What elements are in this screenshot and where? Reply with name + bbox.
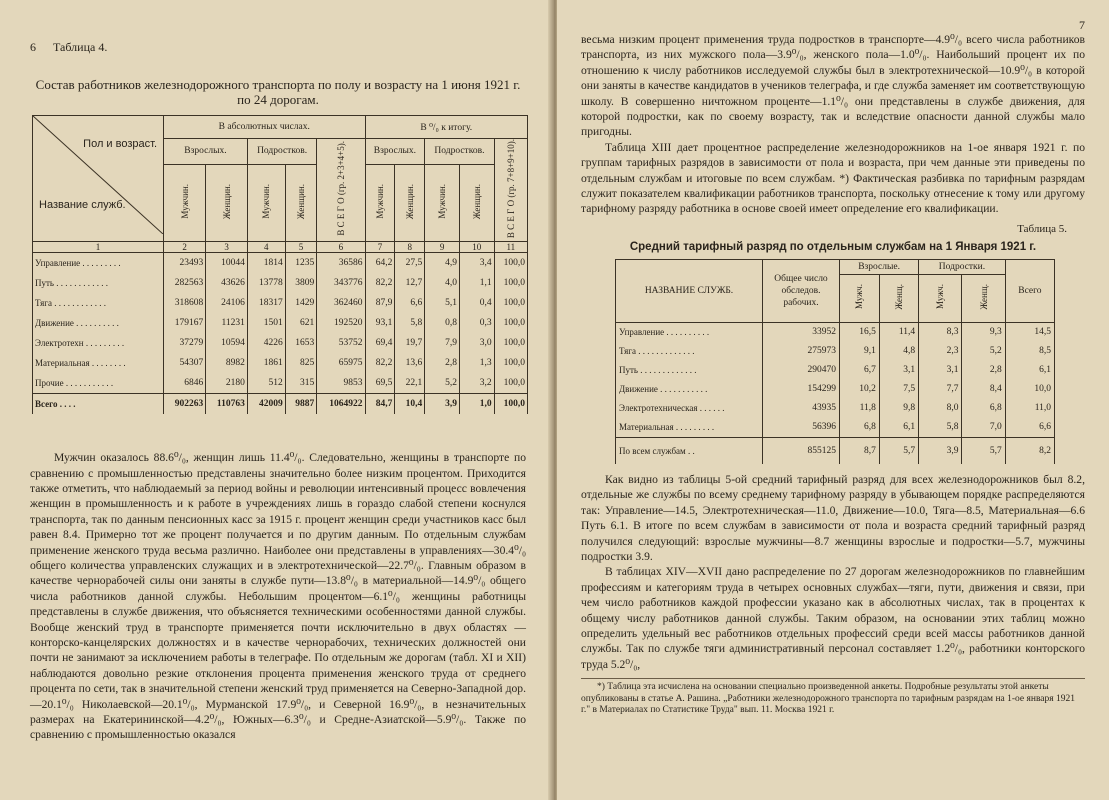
paragraph: весьма низким процент применения труда подростков в транспорте—4.9⁰/₀ всего числа работников транспорта, из них мужского пола—3.9⁰/₀, женского пола—1.0⁰/₀. Наибольший процент их по отношению к числу работников исследуемой службы был в электротехнической—10.9⁰/₀ в которой они заняты в качестве кандидатов в учеников телеграфа, и где служба заменяет им соответствующую школу. В совершенно ничтожном проценте—1.1⁰/₀ они представлены в службе движения, для которой подростки, как по своему возрасту, так и вследствие опасности данной службы мало пригодны. (581, 33, 1085, 139)
paragraph: Мужчин оказалось 88.6⁰/₀, женщин лишь 11.4⁰/₀. Следовательно, женщины в транспорте по сравнению с промышленностью представлены значительно более низким процентом. Приходится также отметить, что наблюдаемый за период войны и революции интенсивный процесс вовлечения женщин в промышленность и к работе в учреждениях лишь в гораздо слабой степени коснулся транспорта, так по данным пенсионных касс за 1915 г. процент женщин среди участников касс был равен 8.4. Примерно тот же процент получается и по другим данным. По отдельным службам применение женского труда весьма различно. Наиболее они представлены в управлениях—30.4⁰/₀ общего количества управленских служащих и в электротехнической—22.7⁰/₀. Главным образом в качестве чернорабочей силы они заняты в службе пути—13.8⁰/₀ в материальной—14.9⁰/₀ общего числа работников данной службы. Небольшим процентом—6.1⁰/₀ женщины работницы представлены в службе движения, что объясняется техническими особенностями данной службы. Вообще женский труд в транспорте применяется почти исключительно в двух областях — конторско-канцелярских должностях и в качестве чернорабочих, технических должностей они почти не занимают за исключением работы в телеграфе. По отдельным же дорогам (табл. XI и XII) наблюдаются довольно резкие отклонения процента применения женского труда от среднего процента по сети, так в значительной степени женский труд применяется на Северно-Западной дор.—20.1⁰/₀ Николаевской—20.1⁰/₀, Мурманской 17.9⁰/₀, и Северной 16.9⁰/₀, в незначительных размерах на Екатерининской—4.2⁰/₀, Южных—6.3⁰/₀ и Средне-Азиатской—5.9⁰/₀. Также по сравнению с промышленностью оказался (30, 451, 526, 742)
header-name: НАЗВАНИЕ СЛУЖБ. (616, 259, 763, 322)
table-cell: 2,8 (962, 361, 1005, 380)
table-cell: 84,7 (365, 394, 395, 415)
table-cell: 23493 (164, 253, 206, 274)
table-cell: 282563 (164, 273, 206, 293)
table-cell: 3809 (285, 273, 317, 293)
table-cell: 9853 (317, 373, 365, 394)
table-row (616, 342, 1055, 361)
column-number: 9 (425, 242, 460, 253)
header-men (840, 274, 880, 322)
table-cell: 69,4 (365, 333, 395, 353)
table-cell: 100,0 (494, 313, 527, 333)
header-men (425, 164, 460, 242)
table-cell: 100,0 (494, 373, 527, 394)
header-women (285, 164, 317, 242)
table-cell: 13778 (247, 273, 285, 293)
table-cell: 11,0 (1005, 399, 1054, 418)
table-cell: 3,9 (425, 394, 460, 415)
table-row (616, 322, 1055, 342)
column-number: 7 (365, 242, 395, 253)
table-cell: 179167 (164, 313, 206, 333)
row-name: Управление . . . . . . . . . . (616, 322, 763, 342)
paragraph: Таблица XIII дает процентное распределение железнодорожников на 1-ое января 1921 г. по группам тарифных разрядов в зависимости от пола и возраста, при чем данные эти приведены по отдельным службам и итоговые по всем службам. *) Фактическая разбивка по тарифным разрядам служит показателем квалификации работников транспорта, поскольку отнесение к тому или другому тарифному разряду работника в основе своей имеет определение его квалификации. (581, 140, 1085, 216)
column-number: 10 (459, 242, 494, 253)
row-name: Путь . . . . . . . . . . . . . (616, 361, 763, 380)
column-number: 6 (317, 242, 365, 253)
table-row (616, 361, 1055, 380)
table-cell: 64,2 (365, 253, 395, 274)
table-cell: 6,8 (840, 418, 880, 438)
table-cell: 9,8 (879, 399, 918, 418)
table-cell: 3,1 (879, 361, 918, 380)
table-cell: 3,2 (459, 373, 494, 394)
header-all: Всего (1005, 259, 1054, 322)
table-cell: 8,5 (1005, 342, 1054, 361)
table-cell: 42009 (247, 394, 285, 415)
table-cell: 0,3 (459, 313, 494, 333)
table-cell: 24106 (206, 293, 248, 313)
header-men-text: Мужчин. (374, 184, 385, 219)
table-cell: 4226 (247, 333, 285, 353)
row-name: Тяга . . . . . . . . . . . . . (616, 342, 763, 361)
table-cell: 10,2 (840, 380, 880, 399)
table-cell: 6,6 (395, 293, 425, 313)
table-cell: 7,5 (879, 380, 918, 399)
column-number: 5 (285, 242, 317, 253)
footnote (581, 678, 1085, 717)
column-number: 8 (395, 242, 425, 253)
table-cell: 1,3 (459, 353, 494, 373)
table-cell: 43935 (763, 399, 840, 418)
header-women-text: Женщин. (471, 183, 482, 219)
table-cell: 3,0 (459, 333, 494, 353)
table-cell: 11,4 (879, 322, 918, 342)
header-total-pct (494, 139, 527, 242)
table-cell: 290470 (763, 361, 840, 380)
header-men (247, 164, 285, 242)
header-men (164, 164, 206, 242)
table-cell: 10044 (206, 253, 248, 274)
left-body-text (30, 450, 526, 743)
table-cell: 1064922 (317, 394, 365, 415)
row-name: Движение . . . . . . . . . . (33, 313, 164, 333)
table-cell: 1,0 (459, 394, 494, 415)
table-cell: 9,1 (840, 342, 880, 361)
table-cell: 1429 (285, 293, 317, 313)
right-page (557, 0, 1109, 800)
table-cell: 3,9 (919, 437, 962, 464)
table-cell: 22,1 (395, 373, 425, 394)
table-cell: 13,6 (395, 353, 425, 373)
table-cell: 93,1 (365, 313, 395, 333)
table-cell: 1861 (247, 353, 285, 373)
footnote-text: *) Таблица эта исчислена на основании специально произведенной анкеты. Подробные результаты этой анкеты опубликованы в статье А. Рашина. „Работники железнодорожного транспорта по тарифным разрядам на 1-ое января 1921 г." в Материалах по Статистике Труда" вып. 11. Москва 1921 г. (581, 682, 1076, 716)
table-cell: 2,8 (425, 353, 460, 373)
paragraph: Как видно из таблицы 5-ой средний тарифный разряд для всех железнодорожников был 8.2, отдельные же службы по всему среднему тарифному разряду в убывающем порядке распределяются так: Управление—14.5, Электротехническая—11.0, Движение—10.0, Тяга—8.5, Материальная—6.6 Путь 6.1. В итоге по всем службам в зависимости от пола и возраста средний тарифный разряд получился следующий: взрослые мужчины—8.7 женщины взрослые и подростки—5.7, мужчины подростки 3.9. (581, 472, 1085, 563)
diag-bottom-label: Название служб. (39, 199, 126, 212)
header-women (459, 164, 494, 242)
table-cell: 1501 (247, 313, 285, 333)
column-number: 2 (164, 242, 206, 253)
table-cell: 43626 (206, 273, 248, 293)
total-row (33, 394, 528, 415)
row-name: По всем службам . . (616, 437, 763, 464)
table-cell: 5,8 (919, 418, 962, 438)
header-teens: Подростков. (425, 139, 494, 165)
table-5 (615, 259, 1055, 464)
table-cell: 18317 (247, 293, 285, 313)
table-row (33, 333, 528, 353)
table-cell: 36586 (317, 253, 365, 274)
header-women-text: Женщин. (296, 183, 306, 219)
row-name: Всего . . . . (33, 394, 164, 415)
table-cell: 19,7 (395, 333, 425, 353)
header-teens: Подростки. (919, 259, 1006, 274)
table-cell: 318608 (164, 293, 206, 313)
row-name: Электротехническая . . . . . . (616, 399, 763, 418)
table-cell: 2,3 (919, 342, 962, 361)
header-women-text: Женщ. (978, 284, 989, 310)
table-cell: 10594 (206, 333, 248, 353)
table-cell: 69,5 (365, 373, 395, 394)
table-cell: 4,9 (425, 253, 460, 274)
table-cell: 7,0 (962, 418, 1005, 438)
table-cell: 100,0 (494, 273, 527, 293)
table-cell: 100,0 (494, 253, 527, 274)
table-cell: 12,7 (395, 273, 425, 293)
table-row (33, 313, 528, 333)
header-men (919, 274, 962, 322)
table-cell: 7,9 (425, 333, 460, 353)
header-women (395, 164, 425, 242)
table-cell: 37279 (164, 333, 206, 353)
page-number: 7 (1079, 18, 1085, 32)
header-adults: Взрослых. (365, 139, 425, 165)
table-row (616, 418, 1055, 438)
table-cell: 56396 (763, 418, 840, 438)
header-men-text: Мужчин. (437, 184, 448, 219)
header-men-text: Мужчин. (179, 184, 190, 219)
header-women (206, 164, 248, 242)
table-cell: 14,5 (1005, 322, 1054, 342)
total-row (616, 437, 1055, 464)
table-cell: 192520 (317, 313, 365, 333)
table-cell: 11,8 (840, 399, 880, 418)
table-cell: 8982 (206, 353, 248, 373)
table-cell: 16,5 (840, 322, 880, 342)
diagonal-header-cell (33, 116, 164, 242)
table-cell: 9887 (285, 394, 317, 415)
table-cell: 275973 (763, 342, 840, 361)
header-total-abs (317, 139, 365, 242)
column-number: 11 (494, 242, 527, 253)
header-women (962, 274, 1005, 322)
column-number: 3 (206, 242, 248, 253)
table-cell: 10,4 (395, 394, 425, 415)
table-cell: 825 (285, 353, 317, 373)
diag-top-label: Пол и возраст. (83, 138, 157, 150)
header-total-abs-text: В С Е Г О (гр. 2+3+4+5). (335, 141, 346, 236)
page-number: 6 (30, 40, 36, 54)
table-cell: 2180 (206, 373, 248, 394)
table-cell: 621 (285, 313, 317, 333)
table-cell: 512 (247, 373, 285, 394)
table-title (30, 77, 526, 107)
table-cell: 3,4 (459, 253, 494, 274)
table-cell: 6,6 (1005, 418, 1054, 438)
table-cell: 1,1 (459, 273, 494, 293)
table-label: Таблица 5. (1017, 222, 1067, 235)
header-teens: Подростков. (247, 139, 316, 165)
table-title-line: по 24 дорогам. (237, 92, 319, 107)
table-cell: 6,8 (962, 399, 1005, 418)
table-cell: 9,3 (962, 322, 1005, 342)
table-cell: 87,9 (365, 293, 395, 313)
table-cell: 6,7 (840, 361, 880, 380)
table-title-line: Состав работников железнодорожного транспорта по полу и возрасту на 1 июня 1921 г. (35, 77, 521, 92)
table-cell: 1653 (285, 333, 317, 353)
row-name: Прочие . . . . . . . . . . . (33, 373, 164, 394)
table-cell: 6,1 (1005, 361, 1054, 380)
column-number-row (33, 242, 528, 253)
table-cell: 100,0 (494, 293, 527, 313)
header-men (365, 164, 395, 242)
table-cell: 8,0 (919, 399, 962, 418)
table-cell: 0,8 (425, 313, 460, 333)
table-row (616, 380, 1055, 399)
table-cell: 82,2 (365, 353, 395, 373)
table-cell: 8,3 (919, 322, 962, 342)
table-cell: 7,7 (919, 380, 962, 399)
column-number: 1 (33, 242, 164, 253)
header-women-text: Женщ. (894, 284, 904, 310)
table-cell: 4,0 (425, 273, 460, 293)
table-cell: 5,1 (425, 293, 460, 313)
table-cell: 154299 (763, 380, 840, 399)
table-cell: 902263 (164, 394, 206, 415)
row-name: Путь . . . . . . . . . . . . (33, 273, 164, 293)
header-percent: В ⁰/₀ к итогу. (365, 116, 527, 139)
row-name: Материальная . . . . . . . . (33, 353, 164, 373)
table-row (33, 293, 528, 313)
table-cell: 65975 (317, 353, 365, 373)
table-cell: 3,1 (919, 361, 962, 380)
table-row (33, 253, 528, 274)
header-women (879, 274, 918, 322)
left-page-header (30, 40, 526, 55)
header-absolute: В абсолютных числах. (164, 116, 366, 139)
table-title: Средний тарифный разряд по отдельным службам на 1 Января 1921 г. (629, 240, 1037, 253)
table-cell: 100,0 (494, 353, 527, 373)
table-cell: 8,7 (840, 437, 880, 464)
table-cell: 6,1 (879, 418, 918, 438)
right-body-text-top (581, 32, 1085, 217)
table-cell: 8,4 (962, 380, 1005, 399)
table-cell: 100,0 (494, 394, 527, 415)
table-cell: 100,0 (494, 333, 527, 353)
table-cell: 5,2 (425, 373, 460, 394)
table-cell: 5,7 (879, 437, 918, 464)
table-4 (32, 115, 528, 414)
left-page (0, 0, 552, 800)
table-cell: 8,2 (1005, 437, 1054, 464)
right-body-text-bottom (581, 472, 1085, 672)
header-total-pct-text: В С Е Г О (гр. 7+8+9+10). (505, 139, 516, 239)
row-name: Тяга . . . . . . . . . . . . (33, 293, 164, 313)
header-women-text: Женщин. (221, 183, 232, 219)
table-row (33, 373, 528, 394)
table-cell: 53752 (317, 333, 365, 353)
table-cell: 362460 (317, 293, 365, 313)
table-cell: 5,8 (395, 313, 425, 333)
header-women-text: Женщин. (404, 183, 415, 219)
table-cell: 343776 (317, 273, 365, 293)
column-number: 4 (247, 242, 285, 253)
table-cell: 5,2 (962, 342, 1005, 361)
paragraph: В таблицах XIV—XVII дано распределение по 27 дорогам железнодорожников по главнейшим профессиям и категориям труда в четырех основных службах—тяги, пути, движения и связи, при чем число работников каждой профессии указано как в абсолютных числах, так в процентах к общему числу работников данной службы. Таким образом, на основании этих таблиц можно определить удельный вес работников отдельных профессий среди всей массы работников данной службы. Так по службе тяги административный персонал составляет 1.2⁰/₀, работники конторского труда 5.2⁰/₀, (581, 565, 1085, 671)
table-cell: 5,7 (962, 437, 1005, 464)
table-cell: 0,4 (459, 293, 494, 313)
header-total-surveyed: Общее число обследов. рабочих. (763, 259, 840, 322)
table-row (33, 353, 528, 373)
table-cell: 1235 (285, 253, 317, 274)
header-men-text: Мужч. (854, 284, 865, 310)
table-row (616, 399, 1055, 418)
table-label: Таблица 4. (53, 40, 108, 54)
table-cell: 27,5 (395, 253, 425, 274)
row-name: Движение . . . . . . . . . . . (616, 380, 763, 399)
table-cell: 10,0 (1005, 380, 1054, 399)
table-cell: 54307 (164, 353, 206, 373)
diagonal-line (33, 116, 163, 234)
table-cell: 11231 (206, 313, 248, 333)
table-cell: 33952 (763, 322, 840, 342)
table-cell: 855125 (763, 437, 840, 464)
table-cell: 315 (285, 373, 317, 394)
header-men-text: Мужч. (935, 284, 946, 310)
table-cell: 4,8 (879, 342, 918, 361)
row-name: Электротехн . . . . . . . . . (33, 333, 164, 353)
header-adults: Взрослых. (164, 139, 248, 165)
header-men-text: Мужчин. (261, 184, 272, 219)
table-cell: 82,2 (365, 273, 395, 293)
table-cell: 1814 (247, 253, 285, 274)
table-cell: 6846 (164, 373, 206, 394)
row-name: Материальная . . . . . . . . . (616, 418, 763, 438)
table-cell: 110763 (206, 394, 248, 415)
row-name: Управление . . . . . . . . . (33, 253, 164, 274)
header-adults: Взрослые. (840, 259, 919, 274)
table-row (33, 273, 528, 293)
